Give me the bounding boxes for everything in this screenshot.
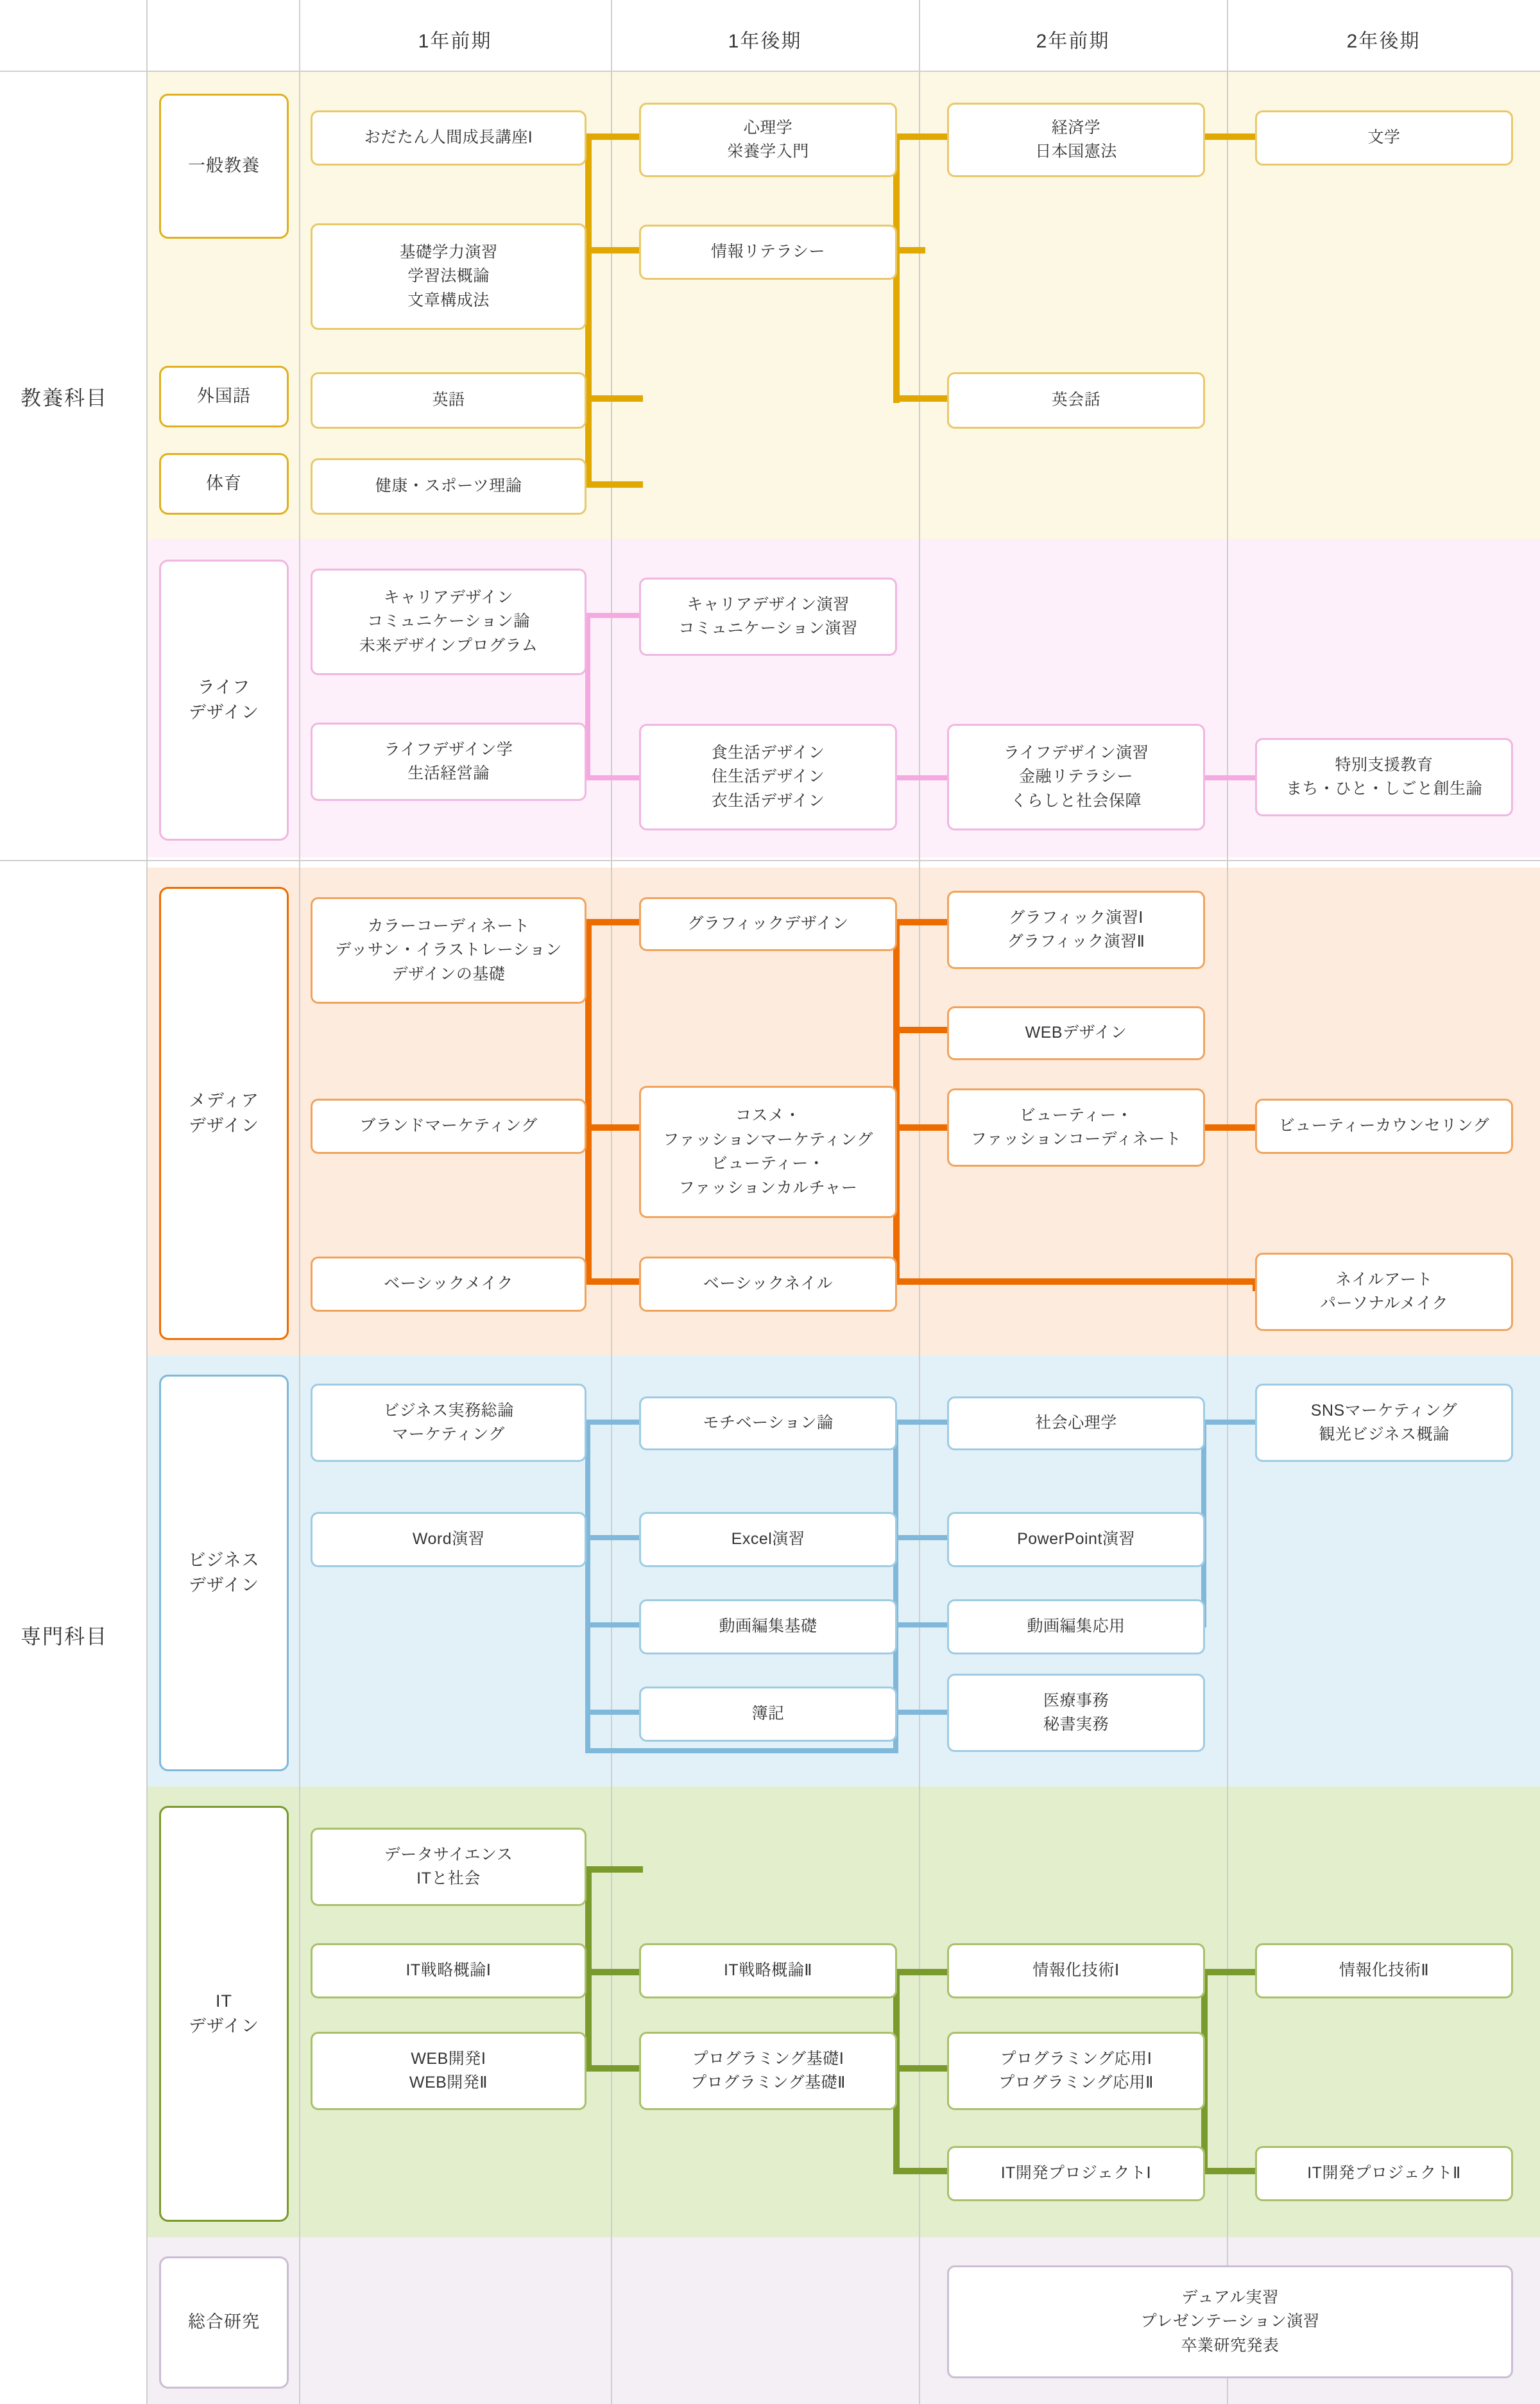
connector-media-9 <box>893 1278 1259 1285</box>
course-line: WEB開発Ⅱ <box>409 2073 488 2091</box>
connector-general-8 <box>893 247 925 253</box>
column-header-1: 1年前期 <box>418 31 492 52</box>
course-line: ベーシックメイク <box>384 1275 513 1293</box>
category-box-life-design <box>159 560 289 841</box>
course-box-g6 <box>1255 110 1513 166</box>
course-box-i6 <box>311 2032 586 2110</box>
connector-media-5 <box>893 919 951 925</box>
course-box-l3 <box>311 723 586 801</box>
course-box-b1 <box>311 1384 586 1462</box>
course-line: 医療事務 <box>1043 1691 1109 1710</box>
course-line: 情報リテラシー <box>710 243 825 261</box>
course-line: プログラミング応用Ⅱ <box>998 2073 1154 2091</box>
course-box-m2 <box>639 897 897 951</box>
course-box-b2 <box>639 1396 897 1450</box>
category-box-taiiku <box>159 453 289 515</box>
course-line: 学習法概論 <box>407 267 490 286</box>
course-box-i5 <box>1255 1943 1513 1998</box>
column-header-2: 1年後期 <box>728 31 802 52</box>
connector-it-11 <box>1201 2168 1259 2174</box>
course-box-l4 <box>639 724 897 830</box>
category-box-gaikokugo <box>159 366 289 427</box>
course-box-g2 <box>311 223 586 330</box>
course-line: IT戦略概論Ⅰ <box>406 1961 492 1980</box>
course-box-l1 <box>311 569 586 675</box>
course-box-g9 <box>311 458 586 515</box>
course-box-m4 <box>947 1006 1205 1060</box>
course-line: WEB開発Ⅰ <box>411 2049 486 2068</box>
course-line: 情報化技術Ⅰ <box>1032 1961 1120 1980</box>
course-line: ビューティーカウンセリング <box>1278 1117 1490 1135</box>
course-line: カラーコーディネート <box>367 916 530 935</box>
course-line: 食生活デザイン <box>711 743 825 762</box>
course-line: ITと社会 <box>416 1869 481 1887</box>
course-line: 金融リテラシー <box>1018 768 1133 786</box>
course-line: 住生活デザイン <box>711 768 825 786</box>
course-line: ファッションマーケティング <box>663 1130 873 1149</box>
course-line: ビューティー・ <box>1019 1106 1133 1124</box>
connector-business-5 <box>585 1710 643 1715</box>
course-box-i1 <box>311 1828 586 1906</box>
course-line: IT開発プロジェクトⅠ <box>1000 2164 1152 2183</box>
course-line: モチベーション論 <box>703 1414 834 1432</box>
grid-line-v1 <box>146 0 148 2404</box>
course-box-l2 <box>639 578 897 656</box>
course-box-g7 <box>311 372 586 429</box>
course-box-i3 <box>639 1943 897 1998</box>
course-line: まち・ひと・しごと創生論 <box>1285 780 1482 798</box>
course-line: IT戦略概論Ⅱ <box>723 1961 813 1980</box>
course-box-b8 <box>639 1599 897 1654</box>
course-box-l5 <box>947 724 1205 830</box>
course-box-b6 <box>639 1512 897 1567</box>
course-line: 文章構成法 <box>407 291 490 309</box>
course-box-g5 <box>947 103 1205 177</box>
course-line: プレゼンテーション演習 <box>1140 2312 1320 2331</box>
course-line: ファッションカルチャー <box>678 1178 858 1197</box>
connector-media-1 <box>585 919 643 925</box>
category-label-it-design-line1: IT <box>216 1991 232 2011</box>
connector-it-3 <box>585 1969 643 1975</box>
course-line: 動画編集応用 <box>1027 1617 1125 1636</box>
course-line: ライフデザイン学 <box>384 740 513 759</box>
course-line: SNSマーケティング <box>1310 1401 1458 1420</box>
course-box-m3 <box>947 891 1205 969</box>
category-box-it-design <box>159 1806 289 2222</box>
course-line: キャリアデザイン演習 <box>687 595 850 614</box>
connector-general-10 <box>1201 133 1259 140</box>
grid-line-v3 <box>611 0 612 2404</box>
course-line: IT開発プロジェクトⅡ <box>1307 2164 1461 2183</box>
connector-it-7 <box>893 2065 951 2072</box>
course-box-b9 <box>947 1599 1205 1654</box>
course-line: Excel演習 <box>731 1530 805 1549</box>
course-line: PowerPoint演習 <box>1017 1530 1135 1549</box>
connector-general-3 <box>585 247 643 253</box>
category-box-media-design <box>159 887 289 1340</box>
course-box-i9 <box>947 2146 1205 2201</box>
course-line: くらしと社会保障 <box>1010 791 1142 810</box>
course-box-i8 <box>947 2032 1205 2110</box>
category-label-sogo-kenkyu: 総合研究 <box>188 2312 260 2332</box>
connector-it-1 <box>585 1866 643 1873</box>
connector-business-10 <box>893 1622 951 1627</box>
connector-life-3 <box>585 775 643 780</box>
category-label-business-design-line2: デザイン <box>188 1575 260 1595</box>
band-label-senmon: 専門科目 <box>20 1625 108 1648</box>
course-line: コミュニケーション論 <box>367 612 530 631</box>
connector-business-7 <box>893 1420 951 1425</box>
connector-business-6 <box>585 1748 893 1753</box>
course-box-m8 <box>1255 1099 1513 1154</box>
course-line: 英語 <box>432 391 465 409</box>
connector-general-5 <box>585 481 643 488</box>
course-box-m10 <box>639 1257 897 1312</box>
connector-it-5 <box>893 1969 951 1975</box>
course-line: 社会心理学 <box>1035 1414 1117 1432</box>
course-line: 基礎学力演習 <box>399 243 498 261</box>
connector-media-10 <box>1201 1124 1259 1131</box>
category-label-media-design-line2: デザイン <box>188 1116 260 1135</box>
course-box-g8 <box>947 372 1205 429</box>
course-line: 簿記 <box>751 1704 785 1723</box>
connector-life-5 <box>1201 775 1259 780</box>
connector-business-12 <box>1201 1420 1259 1425</box>
connector-media-8 <box>893 1124 951 1131</box>
category-label-life-design-line1: ライフ <box>197 677 251 697</box>
category-box-ippan-kyoyo <box>159 94 289 239</box>
course-box-m1 <box>311 897 586 1004</box>
course-box-g1 <box>311 110 586 166</box>
course-line: ブランドマーケティング <box>359 1117 538 1135</box>
course-line: プログラミング基礎Ⅱ <box>690 2073 846 2091</box>
category-label-business-design-line1: ビジネス <box>188 1550 260 1570</box>
course-box-b5 <box>311 1512 586 1567</box>
category-label-it-design-line2: デザイン <box>188 2016 260 2036</box>
course-line: ビジネス実務総論 <box>383 1401 514 1420</box>
course-box-g4 <box>639 225 897 280</box>
connector-general-1 <box>585 133 643 140</box>
course-line: 日本国憲法 <box>1035 142 1117 160</box>
course-line: 経済学 <box>1051 118 1101 137</box>
connector-business-11 <box>893 1710 951 1715</box>
course-line: データサイエンス <box>384 1845 513 1864</box>
grid-line-v2 <box>299 0 300 2404</box>
band-label-kyoyo: 教養科目 <box>20 386 108 409</box>
course-box-b10 <box>639 1687 897 1742</box>
connector-media-7 <box>893 1027 951 1033</box>
course-line: Word演習 <box>412 1530 485 1549</box>
connector-media-3 <box>585 1124 643 1131</box>
course-box-i2 <box>311 1943 586 1998</box>
course-box-m6 <box>639 1086 897 1218</box>
course-line: ビューティー・ <box>711 1155 825 1172</box>
connector-business-1 <box>585 1420 643 1425</box>
course-box-i7 <box>639 2032 897 2110</box>
course-box-m11 <box>1255 1253 1513 1331</box>
category-label-life-design-line2: デザイン <box>188 703 260 722</box>
grid-line-v4 <box>919 0 920 2404</box>
course-line: 心理学 <box>743 118 793 137</box>
course-line: ネイルアート <box>1335 1270 1433 1289</box>
course-box-m5 <box>311 1099 586 1154</box>
course-box-m7 <box>947 1088 1205 1167</box>
grid-line-band-split <box>0 860 1540 861</box>
category-label-taiiku: 体育 <box>206 474 242 494</box>
course-line: プログラミング応用Ⅰ <box>1000 2049 1152 2068</box>
column-header-3: 2年前期 <box>1036 31 1110 52</box>
connector-it-9 <box>1201 1969 1259 1975</box>
course-line: コスメ・ <box>735 1106 801 1124</box>
category-label-ippan-kyoyo: 一般教養 <box>188 156 260 176</box>
category-box-sogo-kenkyu <box>159 2256 289 2389</box>
course-line: 衣生活デザイン <box>711 791 825 810</box>
course-line: キャリアデザイン <box>383 588 514 606</box>
course-line: ベーシックネイル <box>703 1275 834 1293</box>
course-box-i10 <box>1255 2146 1513 2201</box>
grid-line-v5 <box>1227 0 1228 2404</box>
category-label-media-design-line1: メディア <box>189 1090 259 1110</box>
course-line: 特別支援教育 <box>1335 755 1433 774</box>
connector-life-1 <box>585 613 643 618</box>
connector-media-4 <box>585 1278 643 1285</box>
course-line: 英会話 <box>1051 391 1101 409</box>
connector-life-4 <box>893 775 951 780</box>
connector-general-9 <box>893 395 951 402</box>
column-header-4: 2年後期 <box>1346 31 1421 52</box>
connector-it-4 <box>585 2065 643 2072</box>
course-box-g3 <box>639 103 897 177</box>
course-line: 未来デザインプログラム <box>359 636 538 655</box>
category-label-gaikokugo: 外国語 <box>197 386 251 406</box>
connector-business-2 <box>585 1420 590 1753</box>
course-line: WEBデザイン <box>1025 1024 1127 1042</box>
course-line: デュアル実習 <box>1181 2288 1279 2306</box>
connector-business-4 <box>585 1622 643 1627</box>
course-box-s1 <box>947 2265 1513 2378</box>
course-line: デザインの基礎 <box>391 965 506 983</box>
course-line: グラフィックデザイン <box>687 914 849 933</box>
course-line: コミュニケーション演習 <box>678 619 858 637</box>
connector-general-6 <box>893 133 951 140</box>
connector-business-9 <box>893 1535 951 1540</box>
course-line: 生活経営論 <box>407 764 490 782</box>
course-line: 観光ビジネス概論 <box>1319 1425 1450 1443</box>
course-line: ファッションコーディネート <box>970 1130 1182 1148</box>
course-box-m9 <box>311 1257 586 1312</box>
course-line: 動画編集基礎 <box>719 1617 817 1636</box>
course-line: 文学 <box>1367 128 1401 147</box>
course-line: デッサン・イラストレーション <box>335 941 562 959</box>
course-line: 栄養学入門 <box>727 142 809 160</box>
course-box-b3 <box>947 1396 1205 1450</box>
course-line: マーケティング <box>392 1425 505 1443</box>
course-line: 卒業研究発表 <box>1181 2336 1279 2355</box>
course-box-b7 <box>947 1512 1205 1567</box>
course-line: パーソナルメイク <box>1319 1294 1448 1312</box>
connector-it-8 <box>893 2168 951 2174</box>
course-line: プログラミング基礎Ⅰ <box>692 2049 844 2068</box>
course-line: 健康・スポーツ理論 <box>375 477 522 495</box>
course-line: グラフィック演習Ⅰ <box>1009 908 1143 927</box>
course-line: グラフィック演習Ⅱ <box>1007 932 1145 950</box>
category-box-business-design <box>159 1375 289 1771</box>
course-line: ライフデザイン演習 <box>1003 743 1149 762</box>
course-box-b11 <box>947 1674 1205 1752</box>
course-line: 秘書実務 <box>1043 1715 1109 1733</box>
course-line: 情報化技術Ⅱ <box>1339 1961 1430 1980</box>
course-line: おだたん人間成長講座I <box>364 128 533 147</box>
connector-business-3 <box>585 1535 643 1540</box>
course-box-b4 <box>1255 1384 1513 1462</box>
connector-general-4 <box>585 395 643 402</box>
grid-line-top <box>0 71 1540 72</box>
course-box-l6 <box>1255 738 1513 816</box>
course-box-i4 <box>947 1943 1205 1998</box>
